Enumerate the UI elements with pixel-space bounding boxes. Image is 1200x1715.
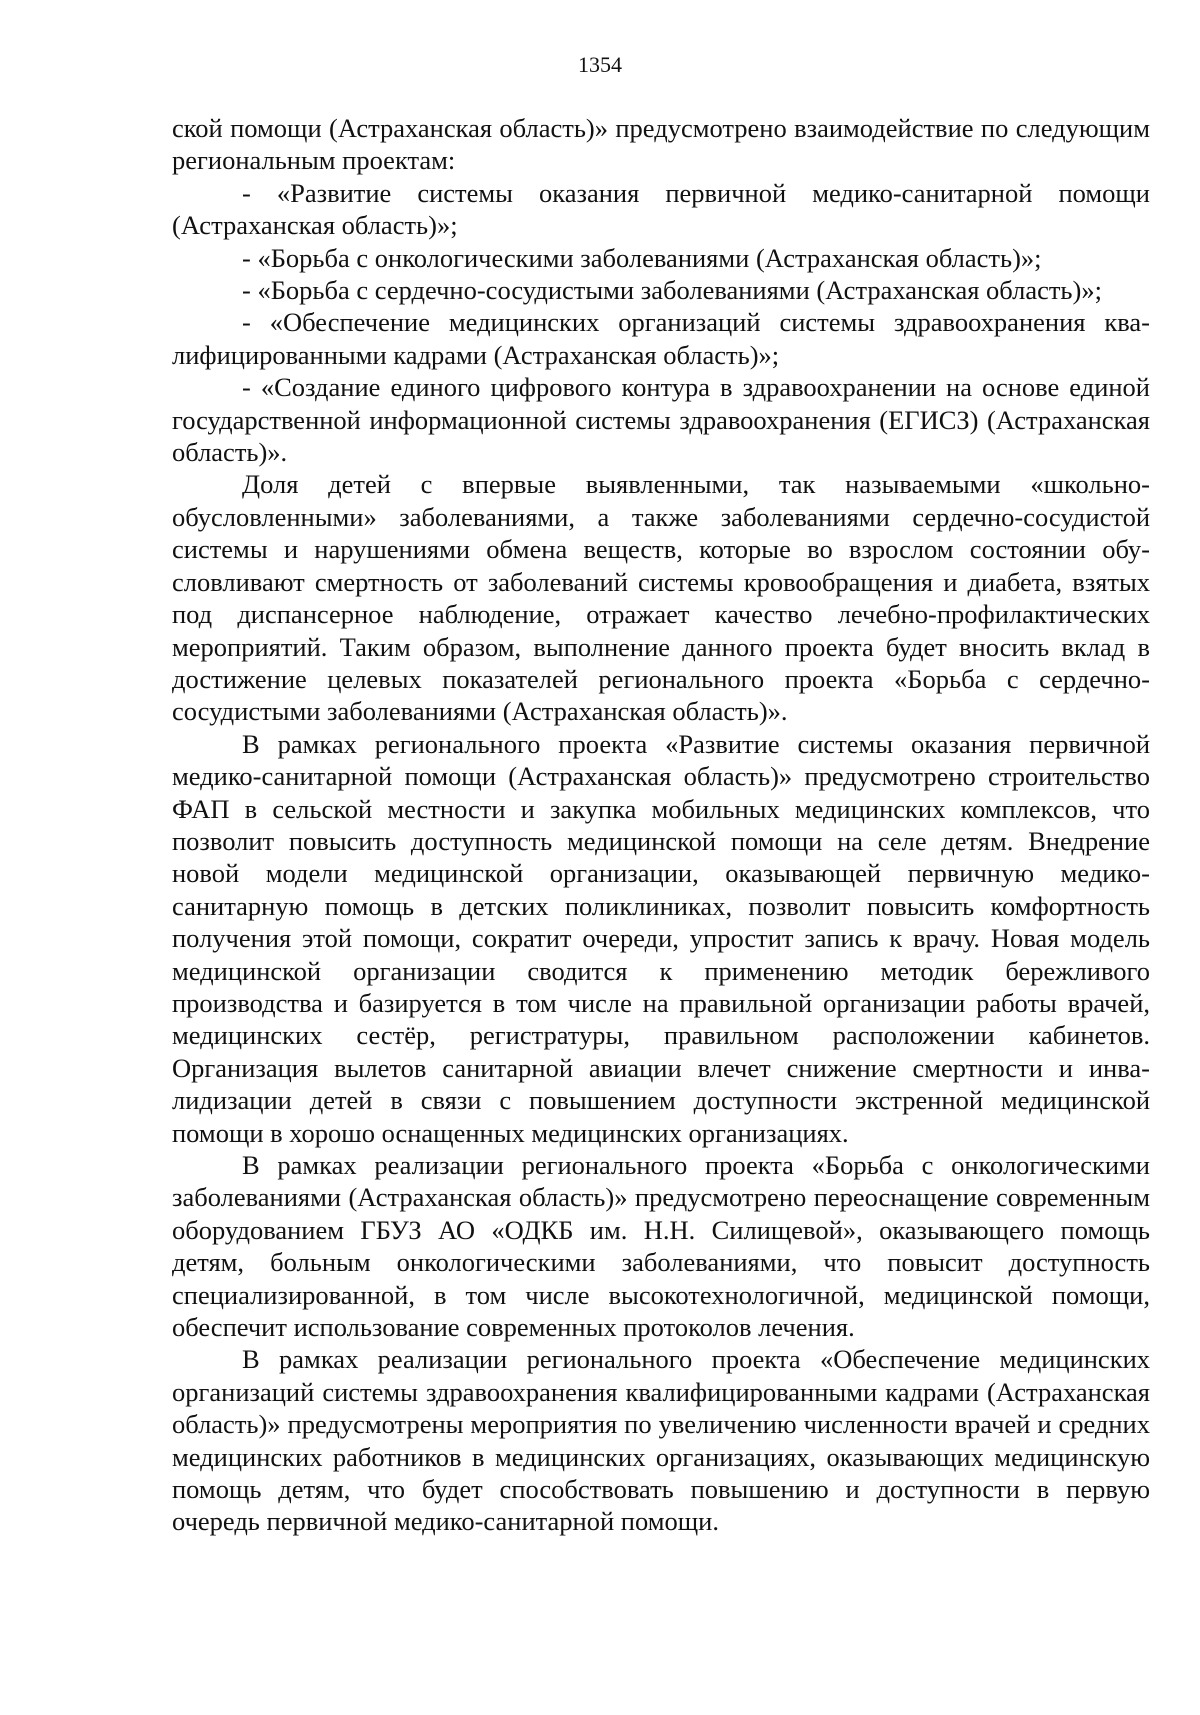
paragraph: В рамках реализации регионального проекта «Обеспечение медицинских организаций системы здравоохранения квалифицированными кадрами (Астраханская область)» предусмотрены мероприятия по увеличению численности врачей и средних медицинских работников в медицинских организациях, оказывающих медицинскую помощь детям, что будет способствовать повышению и доступности в первую очередь первичной медико-санитарной помощи. <box>172 1344 1150 1537</box>
paragraph: В рамках регионального проекта «Развитие системы оказания первичной медико-санитарной помощи (Астраханская область)» предусмотрено строительство ФАП в сельской местности и закупка мобильных медицинских комплексов, что позволит повысить доступность медицинской помощи на селе детям. Внедрение новой модели медицинской организации, оказывающей первичную медико-санитарную помощь в детских поликлиниках, позволит повысить комфортность получения этой помощи, сократит очереди, упростит запись к врачу. Новая модель медицинской организации сводится к применению методик бережливого производства и базируется в том числе на правильной организации работы врачей, медицинских сестёр, регистратуры, правильном расположении кабинетов. Организация вылетов санитарной авиации влечет снижение смертности и инвалидизации детей в связи с повышением доступности экстренной медицинской помощи в хорошо оснащенных медицинских организациях. <box>172 728 1150 1148</box>
list-item: - «Борьба с сердечно-сосудистыми заболеваниями (Астраханская область)»; <box>242 275 1102 306</box>
paragraph-continuation: ской помощи (Астраханская область)» предусмотрено взаимодействие по следующим региональным проектам: <box>172 113 1150 176</box>
list-item: - «Создание единого цифрового контура в здравоохранении на основе единой государственной информационной системы здравоохранения (ЕГИСЗ) (Астраханская область)». <box>172 372 1150 468</box>
body-text <box>172 112 1150 1538</box>
list-item: - «Обеспечение медицинских организаций системы здравоохранения квалифицированными кадрами (Астраханская область)»; <box>172 307 1150 370</box>
page-number: 1354 <box>578 52 622 77</box>
list-item: - «Борьба с онкологическими заболеваниями (Астраханская область)»; <box>242 242 1042 273</box>
list-item: - «Развитие системы оказания первичной медико-санитарной помощи (Астраханская область)»; <box>172 177 1150 241</box>
paragraph: В рамках реализации регионального проекта «Борьба с онкологическими заболеваниями (Астраханская область)» предусмотрено переоснащение современным оборудованием ГБУЗ АО «ОДКБ им. Н.Н. Силищевой», оказывающего помощь детям, больным онкологическими заболеваниями, что повысит доступность специализированной, в том числе высокотехнологичной, медицинской помощи, обеспечит использование современных протоколов лечения. <box>172 1150 1150 1343</box>
paragraph: Доля детей с впервые выявленными, так называемыми «школьно-обусловленными» заболеваниями, а также заболеваниями сердечно-сосудистой системы и нарушениями обмена веществ, которые во взрослом состоянии обусловливают смертность от заболеваний системы кровообращения и диабета, взятых под диспансерное наблюдение, отражает качество лечебно-профилактических мероприятий. Таким образом, выполнение данного проекта будет вносить вклад в достижение целевых показателей регионального проекта «Борьба с сердечно-сосудистыми заболеваниями (Астраханская область)». <box>172 469 1150 727</box>
